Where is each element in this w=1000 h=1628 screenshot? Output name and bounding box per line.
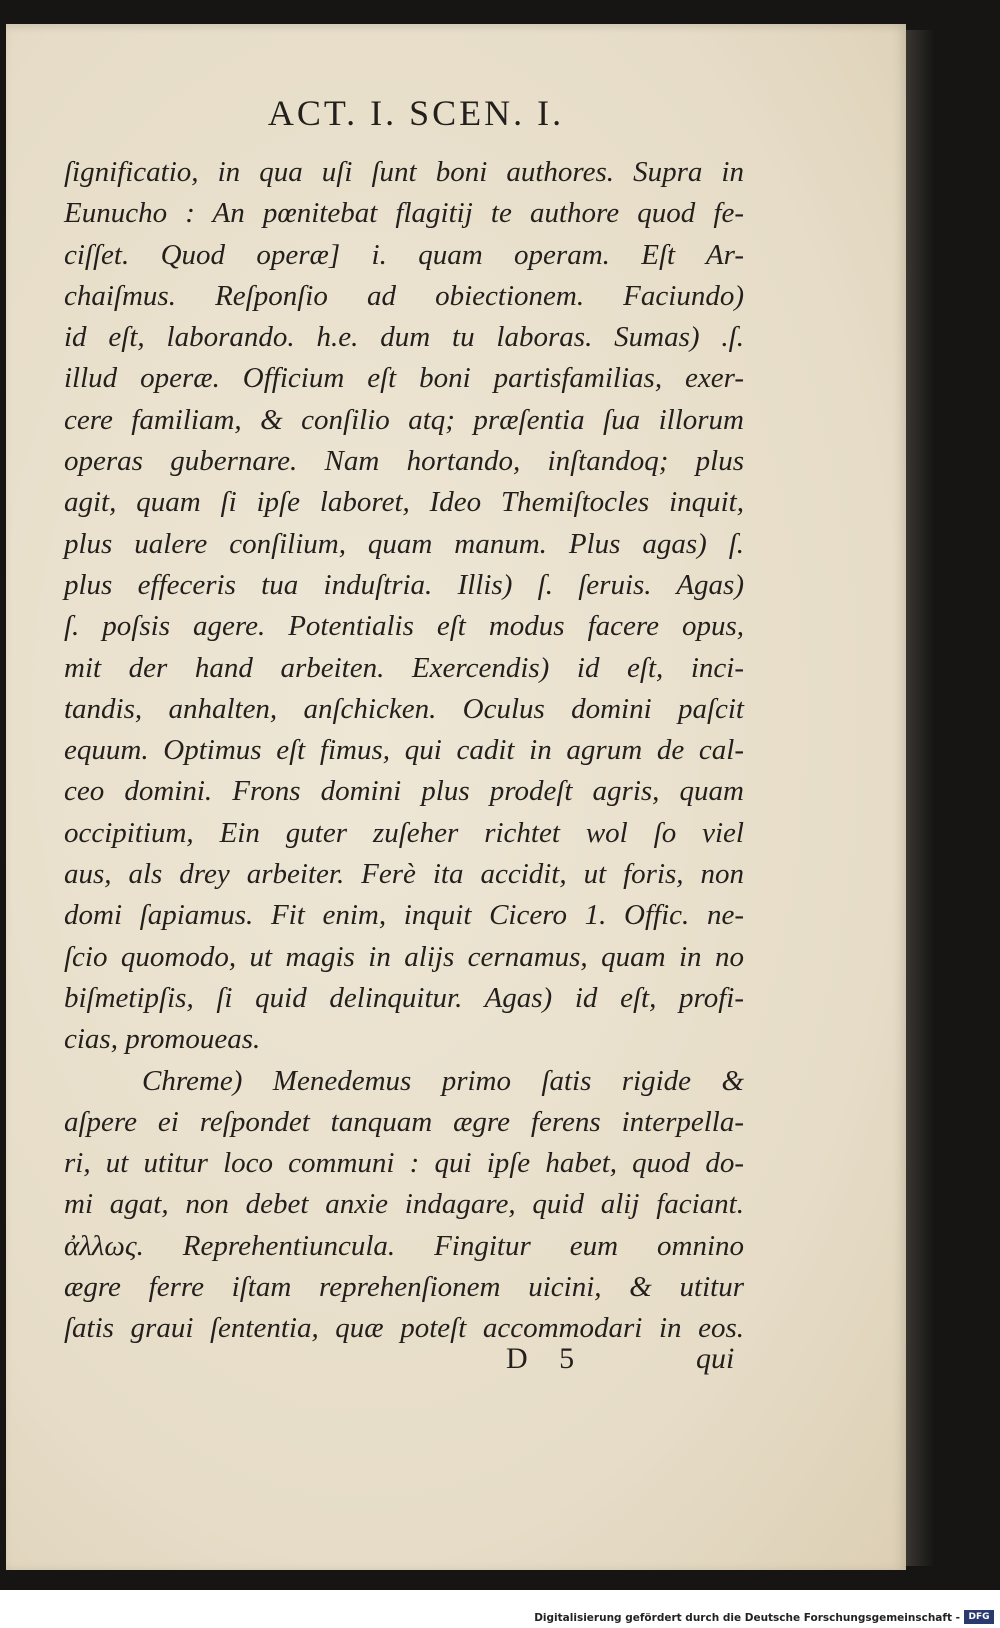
text-line: domi ſapiamus. Fit enim, inquit Cicero 1. Offic. ne- — [64, 899, 744, 932]
text-line: cias, promoueas. — [64, 1023, 261, 1056]
text-line: illud operæ. Officium eſt boni partisfamilias, exer- — [64, 362, 744, 395]
text-line: ſatis graui ſententia, quæ poteſt accommodari in eos. — [64, 1312, 744, 1345]
text-line: ſcio quomodo, ut magis in alijs cernamus, quam in no — [64, 940, 744, 973]
text-block — [64, 152, 744, 1350]
text-line: ciſſet. Quod operæ] i. quam operam. Eſt Ar- — [64, 238, 744, 271]
text-line: ri, ut utitur loco communi : qui ipſe habet, quod do- — [64, 1147, 744, 1180]
text-line: ſignificatio, in qua uſi ſunt boni authores. Supra in — [64, 156, 744, 188]
text-line: plus ualere conſilium, quam manum. Plus agas) ſ. — [64, 527, 744, 560]
digitization-credit: Digitalisierung gefördert durch die Deutsche Forschungsgemeinschaft - — [534, 1612, 960, 1624]
text-line: aus, als drey arbeiter. Ferè ita accidit, ut foris, non — [64, 858, 744, 891]
page-edge-shadow — [906, 30, 936, 1566]
running-head: ACT. I. SCEN. I. — [267, 93, 565, 133]
paragraph-start-line: Chreme) Menedemus primo ſatis rigide & — [142, 1064, 744, 1097]
text-line: aſpere ei reſpondet tanquam ægre ferens interpella- — [64, 1105, 744, 1138]
signature-mark: D 5 — [506, 1342, 587, 1375]
text-line: biſmetipſis, ſi quid delinquitur. Agas) id eſt, profi- — [64, 981, 744, 1014]
catchword: qui — [696, 1342, 735, 1375]
book-page — [6, 24, 906, 1570]
text-line: mi agat, non debet anxie indagare, quid alij faciant. — [64, 1188, 744, 1221]
text-line: agit, quam ſi ipſe laboret, Ideo Themiſtocles inquit, — [64, 486, 744, 519]
text-line: equum. Optimus eſt fimus, qui cadit in agrum de cal- — [64, 734, 744, 767]
text-line: occipitium, Ein guter zuſeher richtet wol ſo viel — [64, 816, 744, 849]
text-line: ἀλλως. Reprehentiuncula. Fingitur eum omnino — [64, 1229, 744, 1262]
text-line: id eſt, laborando. h.e. dum tu laboras. Sumas) .ſ. — [64, 321, 744, 354]
text-line: ceo domini. Frons domini plus prodeſt agris, quam — [64, 775, 744, 808]
text-line: plus effeceris tua induſtria. Illis) ſ. ſeruis. Agas) — [64, 568, 744, 601]
text-line: chaiſmus. Reſponſio ad obiectionem. Faciundo) — [64, 279, 744, 312]
dfg-logo-icon: DFG — [964, 1610, 994, 1624]
text-line: ſ. poſsis agere. Potentialis eſt modus facere opus, — [64, 610, 744, 643]
text-line: mit der hand arbeiten. Exercendis) id eſt, inci- — [64, 651, 744, 684]
text-line: tandis, anhalten, anſchicken. Oculus domini paſcit — [64, 692, 744, 725]
text-line: cere familiam, & conſilio atq; præſentia ſua illorum — [64, 403, 744, 436]
text-line: operas gubernare. Nam hortando, inſtandoq; plus — [64, 445, 744, 478]
text-line: Eunucho : An pœnitebat flagitij te authore quod fe- — [64, 197, 744, 230]
text-line: ægre ferre iſtam reprehenſionem uicini, & utitur — [64, 1271, 744, 1304]
